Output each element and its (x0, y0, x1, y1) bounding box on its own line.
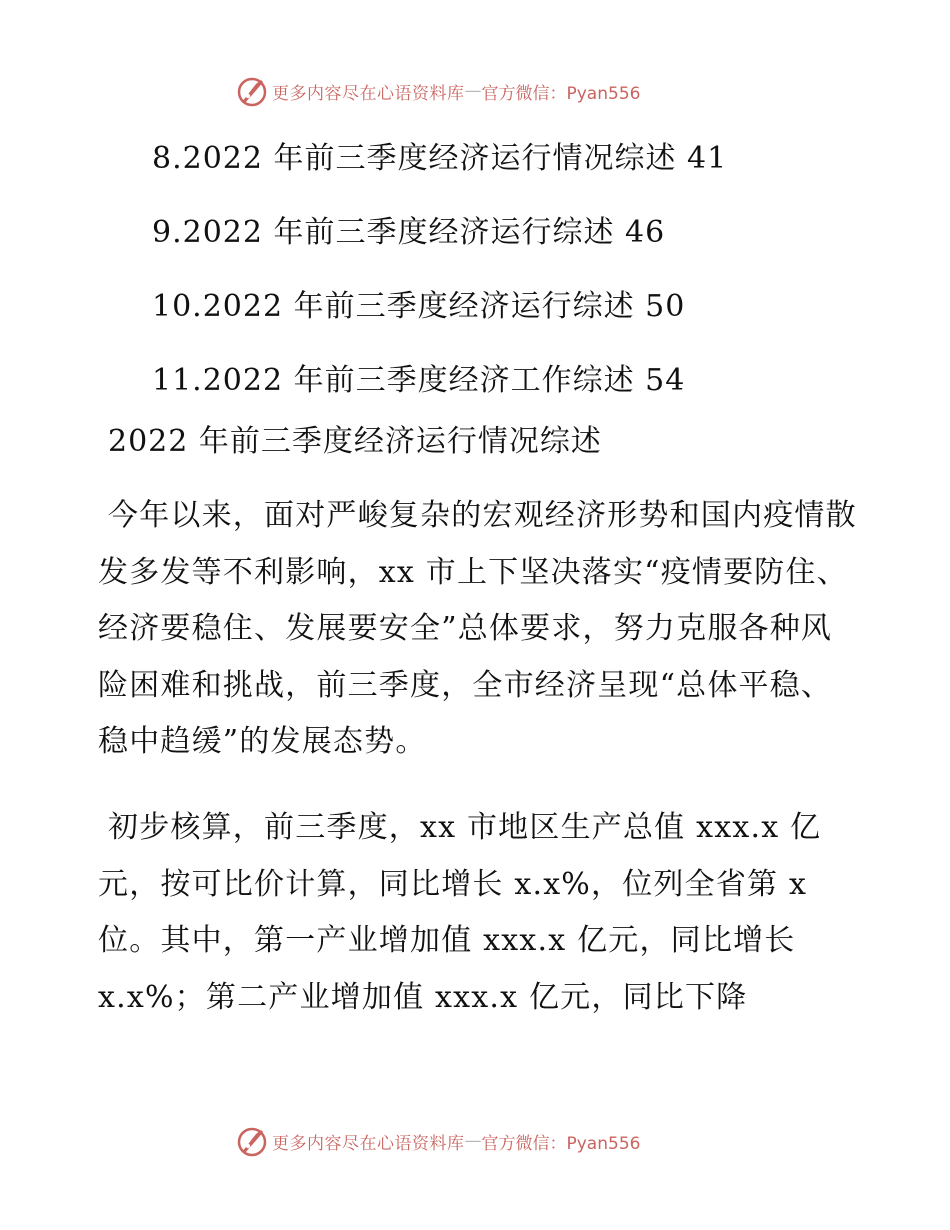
watermark-wechat: 官方微信：Pyan556 (481, 1133, 641, 1154)
header-watermark (236, 74, 640, 108)
body-paragraph: 今年以来，面对严峻复杂的宏观经济形势和国内疫情散发多发等不利影响，xx 市上下坚决落实“疫情要防住、经济要稳住、发展要安全”总体要求，努力克服各种风险困难和挑战，前三季度，全市经济呈现“总体平稳、稳中趋缓”的发展态势。 (98, 498, 857, 759)
body-paragraph: 初步核算，前三季度，xx 市地区生产总值 xxx.x 亿元，按可比价计算，同比增长 x.x%，位列全省第 x 位。其中，第一产业增加值 xxx.x 亿元，同比增长 x.x%；第二产业增加值 xxx.x 亿元，同比下降 (98, 810, 822, 1015)
watermark-text: 更多内容尽在心语资料库 (272, 83, 465, 104)
watermark-dash: — (464, 1131, 482, 1151)
pen-logo-icon (236, 75, 268, 107)
watermark-text: 更多内容尽在心语资料库 (272, 1133, 465, 1154)
watermark-wechat: 官方微信：Pyan556 (481, 83, 641, 104)
pen-logo-icon (236, 1125, 268, 1157)
toc-item: 8.2022 年前三季度经济运行情况综述 41 (152, 141, 728, 176)
document-title: 2022 年前三季度经济运行情况综述 (108, 424, 602, 459)
table-of-contents (152, 122, 727, 418)
toc-item: 11.2022 年前三季度经济工作综述 54 (152, 363, 686, 398)
footer-watermark (236, 1124, 640, 1158)
toc-item: 10.2022 年前三季度经济运行综述 50 (152, 289, 686, 324)
watermark-dash: — (464, 81, 482, 101)
toc-item: 9.2022 年前三季度经济运行综述 46 (152, 215, 666, 250)
